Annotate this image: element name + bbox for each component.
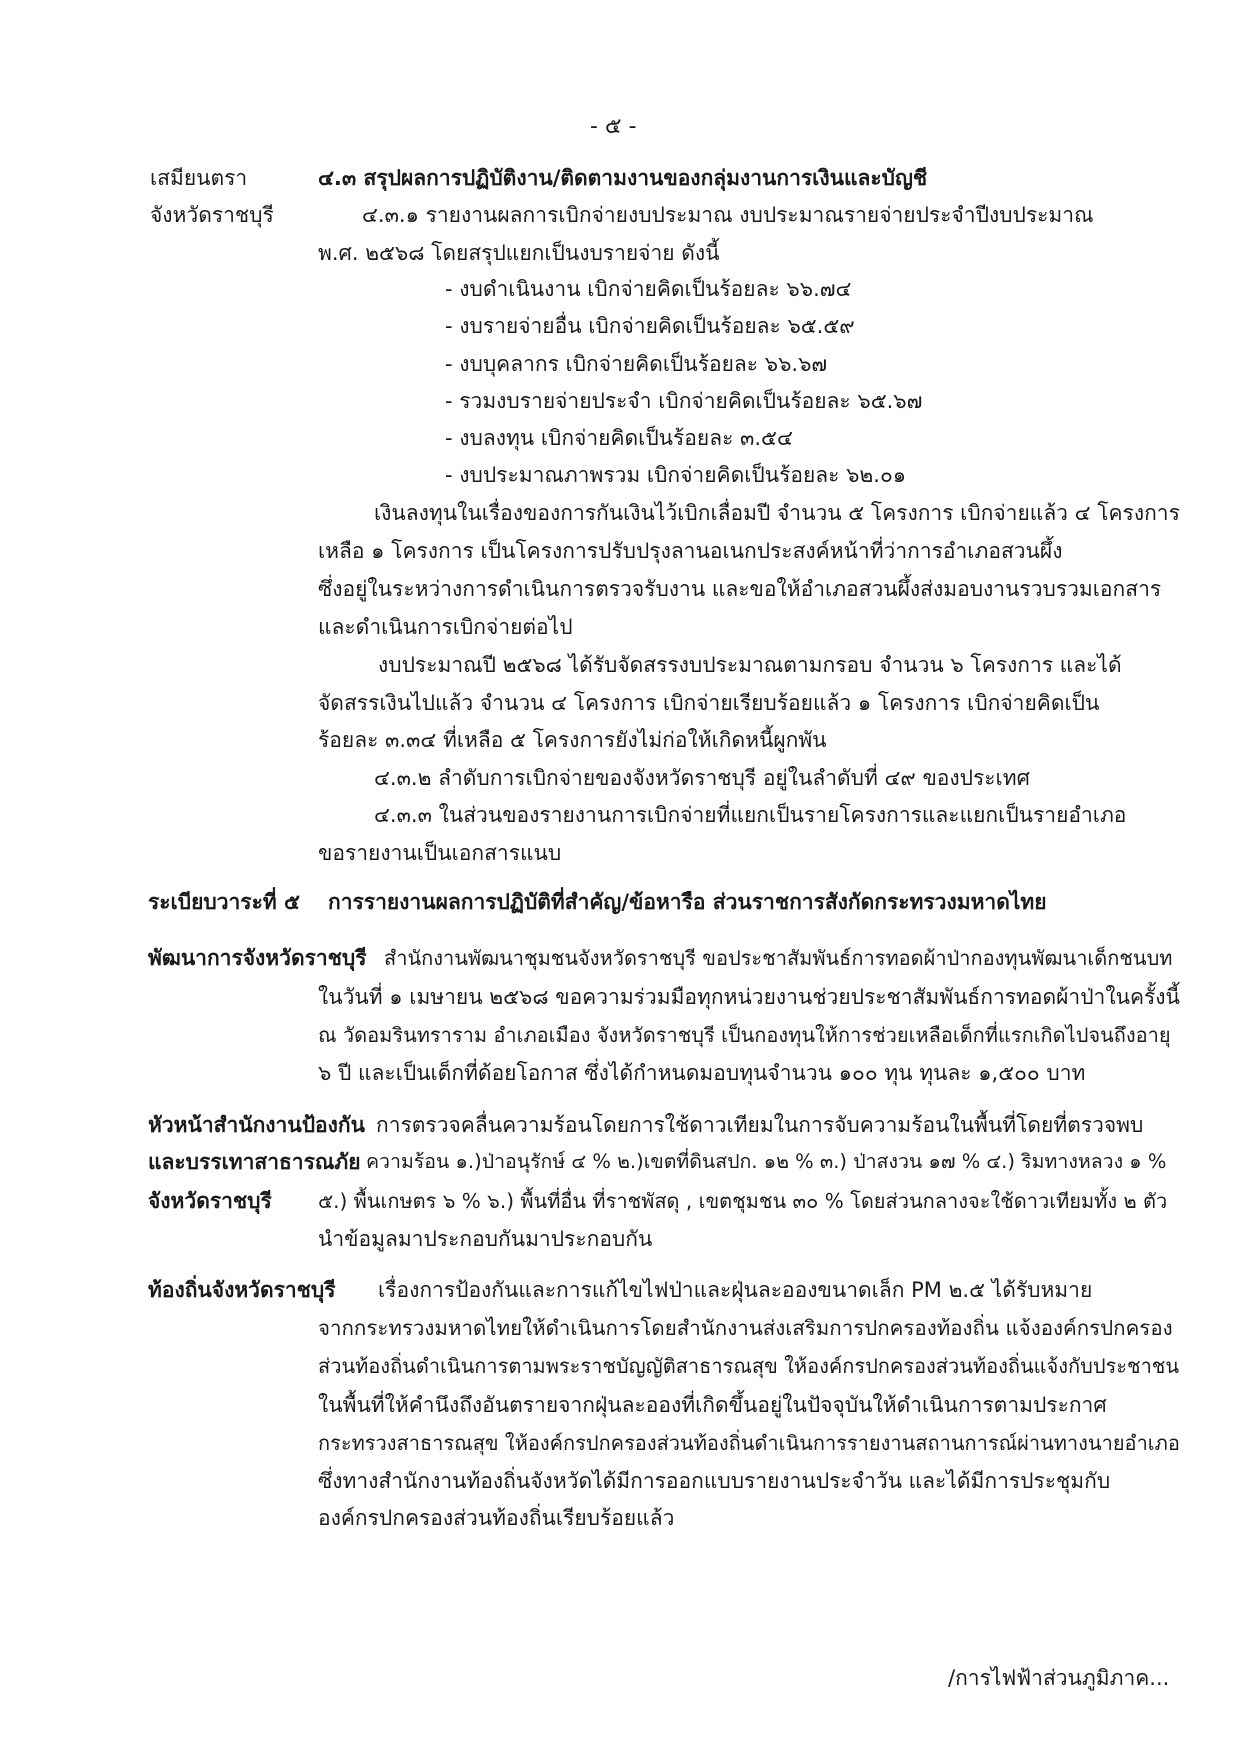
disaster-label-2: และบรรเทาสาธารณภัย	[148, 1150, 361, 1174]
list-item: - งบประมาณภาพรวม เบิกจ่ายคิดเป็นร้อยละ ๖๒.๐๑	[445, 463, 907, 487]
paragraph-line: ความร้อน ๑.)ป่าอนุรักษ์ ๔ % ๒.)เขตที่ดินสปก. ๑๒ % ๓.) ป่าสงวน ๑๗ % ๔.) ริมทางหลวง ๑ %	[366, 1150, 1167, 1173]
paragraph-line: ๕.) พื้นเกษตร ๖ % ๖.) พื้นที่อื่น ที่ราชพัสดุ , เขตชุมชน ๓๐ % โดยส่วนกลางจะใช้ดาวเทียมทั้ง ๒ ตัว	[318, 1189, 1168, 1213]
paragraph-line: งบประมาณปี ๒๕๖๘ ได้รับจัดสรรงบประมาณตามกรอบ จำนวน ๖ โครงการ และได้	[378, 653, 1122, 677]
section-label-1: เสมียนตรา	[150, 166, 248, 190]
paragraph-line: ซึ่งอยู่ในระหว่างการดำเนินการตรวจรับงาน และขอให้อำเภอสวนผึ้งส่งมอบงานรวบรวมเอกสาร	[318, 577, 1162, 601]
agenda-label: ระเบียบวาระที่ ๕	[148, 890, 300, 914]
paragraph-line: ในพื้นที่ให้คำนึงถึงอันตรายจากฝุ่นละอองที่เกิดขึ้นอยู่ในปัจจุบันให้ดำเนินการตามประกาศ	[318, 1393, 1107, 1417]
local-label: ท้องถิ่นจังหวัดราชบุรี	[148, 1278, 336, 1302]
paragraph-line: ๔.๓.๓ ในส่วนของรายงานการเบิกจ่ายที่แยกเป็นรายโครงการและแยกเป็นรายอำเภอ	[374, 803, 1127, 827]
dev-label: พัฒนาการจังหวัดราชบุรี	[148, 946, 367, 970]
list-item: - รวมงบรายจ่ายประจำ เบิกจ่ายคิดเป็นร้อยละ ๖๕.๖๗	[445, 389, 923, 413]
paragraph-line: ซึ่งทางสำนักงานท้องถิ่นจังหวัดได้มีการออกแบบรายงานประจำวัน และได้มีการประชุมกับ	[318, 1469, 1111, 1493]
paragraph-line: ๖ ปี และเป็นเด็กที่ด้อยโอกาส ซึ่งได้กำหนดมอบทุนจำนวน ๑๐๐ ทุน ทุนละ ๑,๕๐๐ บาท	[318, 1061, 1086, 1085]
paragraph-line: พ.ศ. ๒๕๖๘ โดยสรุปแยกเป็นงบรายจ่าย ดังนี้	[318, 241, 720, 265]
paragraph-line: กระทรวงสาธารณสุข ให้องค์กรปกครองส่วนท้องถิ่นดำเนินการรายงานสถานการณ์ผ่านทางนายอำเภอ	[318, 1431, 1180, 1455]
paragraph-line: เหลือ ๑ โครงการ เป็นโครงการปรับปรุงลานอเนกประสงค์หน้าที่ว่าการอำเภอสวนผึ้ง	[318, 539, 1063, 563]
paragraph-line: ณ วัดอมรินทราราม อำเภอเมือง จังหวัดราชบุรี เป็นกองทุนให้การช่วยเหลือเด็กที่แรกเกิดไปจนถึงอายุ	[318, 1023, 1171, 1047]
list-item: - งบบุคลากร เบิกจ่ายคิดเป็นร้อยละ ๖๖.๖๗	[445, 352, 828, 376]
page-number: - ๕ -	[590, 114, 637, 139]
list-item: - งบลงทุน เบิกจ่ายคิดเป็นร้อยละ ๓.๕๔	[445, 426, 793, 450]
disaster-label-3: จังหวัดราชบุรี	[148, 1189, 272, 1213]
section-label-2: จังหวัดราชบุรี	[150, 203, 274, 227]
paragraph-line: และดำเนินการเบิกจ่ายต่อไป	[318, 615, 573, 639]
paragraph-line: ร้อยละ ๓.๓๔ ที่เหลือ ๕ โครงการยังไม่ก่อให้เกิดหนี้ผูกพัน	[318, 728, 827, 752]
list-item: - งบรายจ่ายอื่น เบิกจ่ายคิดเป็นร้อยละ ๖๕.๕๙	[445, 314, 855, 338]
paragraph-line: ในวันที่ ๑ เมษายน ๒๕๖๘ ขอความร่วมมือทุกหน่วยงานช่วยประชาสัมพันธ์การทอดผ้าป่าในครั้งนี้	[318, 985, 1180, 1009]
paragraph-line: จัดสรรเงินไปแล้ว จำนวน ๔ โครงการ เบิกจ่ายเรียบร้อยแล้ว ๑ โครงการ เบิกจ่ายคิดเป็น	[318, 691, 1100, 715]
paragraph-line: เงินลงทุนในเรื่องของการกันเงินไว้เบิกเลื่อมปี จำนวน ๕ โครงการ เบิกจ่ายแล้ว ๔ โครงการ	[374, 501, 1180, 525]
paragraph-line: เรื่องการป้องกันและการแก้ไขไฟป่าและฝุ่นละอองขนาดเล็ก PM ๒.๕ ได้รับหมาย	[378, 1278, 1093, 1302]
paragraph-line: ๔.๓.๒ ลำดับการเบิกจ่ายของจังหวัดราชบุรี อยู่ในลำดับที่ ๔๙ ของประเทศ	[374, 766, 1030, 790]
section-heading: ๔.๓ สรุปผลการปฏิบัติงาน/ติดตามงานของกลุ่มงานการเงินและบัญชี	[318, 166, 928, 190]
disaster-label-1: หัวหน้าสำนักงานป้องกัน	[148, 1113, 365, 1137]
list-item: - งบดำเนินงาน เบิกจ่ายคิดเป็นร้อยละ ๖๖.๗๔	[445, 277, 852, 301]
paragraph-line: การตรวจคลื่นความร้อนโดยการใช้ดาวเทียมในการจับความร้อนในพื้นที่โดยที่ตรวจพบ	[376, 1113, 1144, 1137]
agenda-title: การรายงานผลการปฏิบัติที่สำคัญ/ข้อหารือ ส่วนราชการสังกัดกระทรวงมหาดไทย	[328, 890, 1047, 914]
continuation-text: /การไฟฟ้าส่วนภูมิภาค...	[948, 1666, 1170, 1690]
paragraph-line: ๔.๓.๑ รายงานผลการเบิกจ่ายงบประมาณ งบประมาณรายจ่ายประจำปีงบประมาณ	[362, 203, 1094, 227]
paragraph-line: ส่วนท้องถิ่นดำเนินการตามพระราชบัญญัติสาธารณสุข ให้องค์กรปกครองส่วนท้องถิ่นแจ้งกับประชาชน	[318, 1354, 1180, 1378]
paragraph-line: จากกระทรวงมหาดไทยให้ดำเนินการโดยสำนักงานส่งเสริมการปกครองท้องถิ่น แจ้งองค์กรปกครอง	[318, 1316, 1173, 1340]
paragraph-line: นำข้อมูลมาประกอบกันมาประกอบกัน	[318, 1227, 653, 1251]
paragraph-line: ขอรายงานเป็นเอกสารแนบ	[318, 841, 562, 865]
paragraph-line: องค์กรปกครองส่วนท้องถิ่นเรียบร้อยแล้ว	[318, 1506, 675, 1530]
paragraph-line: สำนักงานพัฒนาชุมชนจังหวัดราชบุรี ขอประชาสัมพันธ์การทอดผ้าป่ากองทุนพัฒนาเด็กชนบท	[384, 946, 1173, 970]
